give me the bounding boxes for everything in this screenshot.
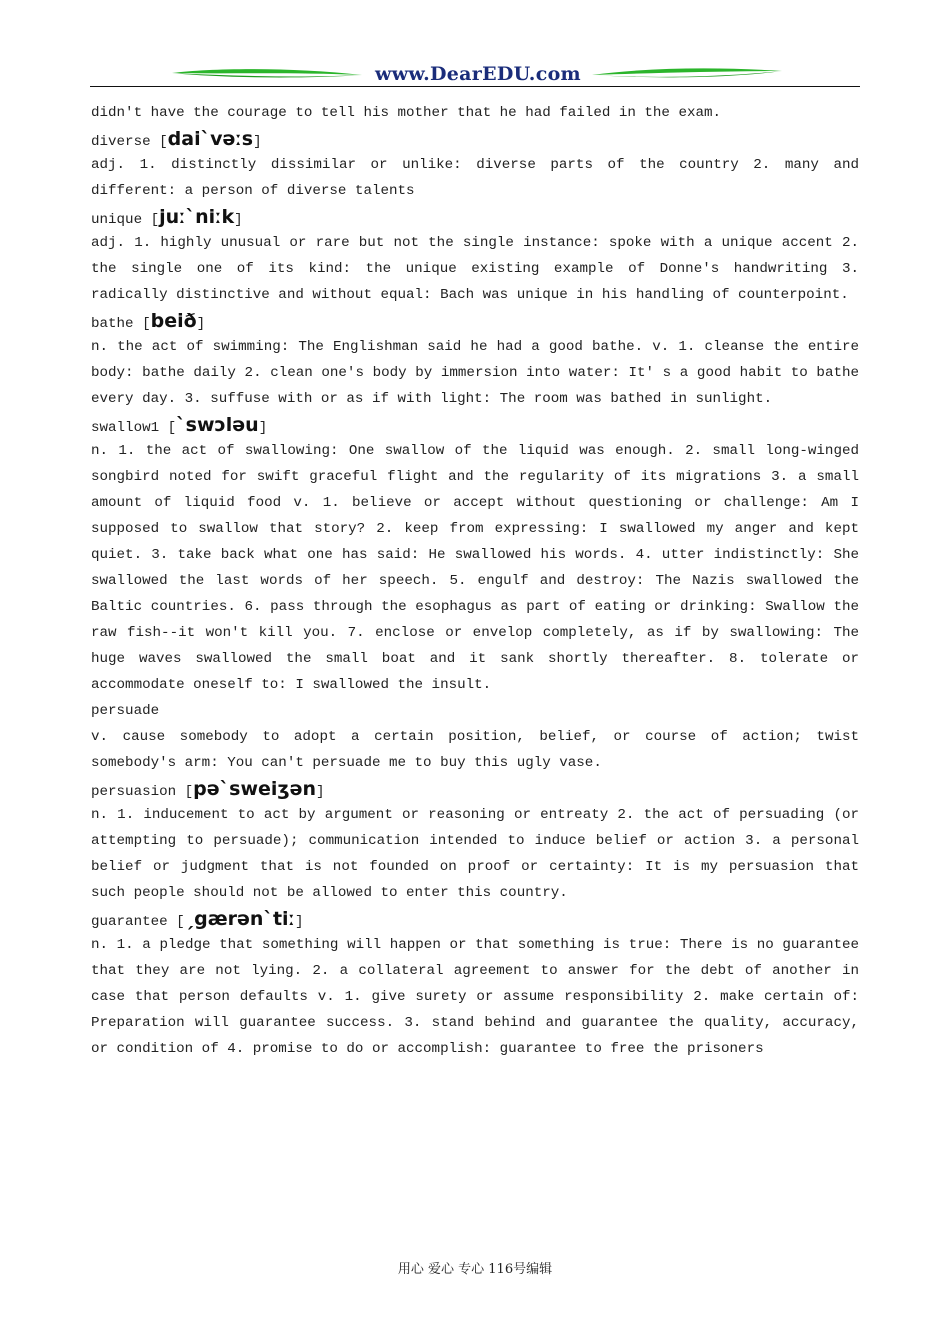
phonetic: ˋswɔləu xyxy=(176,414,259,436)
entry-persuade xyxy=(91,698,859,776)
headword-line xyxy=(91,698,859,724)
definition: n. 1. a pledge that something will happen or that something is true: There is no guarantee that they are not lying. 2. a collateral agreement to answer for the debt of another in case that person defaults v. 1. give surety or assume responsibility 2. make certain of: Preparation will guarantee success. 3. stand behind and guarantee the quality, accuracy, or condition of 4. promise to do or accomplish: guarantee to free the prisoners xyxy=(91,937,859,1057)
headword-line: bathe [beið] xyxy=(91,310,206,332)
phonetic: beið xyxy=(150,310,197,332)
headword: persuade xyxy=(91,703,160,719)
entry-swallow xyxy=(91,412,859,698)
site-logo: www.DearEDU.com xyxy=(375,63,581,85)
definition: n. the act of swimming: The Englishman said he had a good bathe. v. 1. cleanse the entire body: bathe daily 2. clean one's body by immersion into water: It' s a good habit to bathe every day. 3. suffuse with or as if with light: The room was bathed in sunlight. xyxy=(91,339,859,407)
headword: diverse xyxy=(91,134,151,150)
definition: n. 1. inducement to act by argument or reasoning or entreaty 2. the act of persuading (or attempting to persuade); communication intended to induce belief or action 3. a personal belief or judgment that is not founded on proof or certainty: It is my persuasion that such people should not be allowed to enter this country. xyxy=(91,807,859,901)
phonetic: ˏgærənˋtiː xyxy=(184,908,295,930)
headword: guarantee xyxy=(91,914,168,930)
headword-line: guarantee [ˏgærənˋtiː] xyxy=(91,908,304,930)
header-rule xyxy=(90,86,860,87)
phonetic: juːˋniːk xyxy=(159,206,235,228)
headword-line: unique [juːˋniːk] xyxy=(91,206,243,228)
definition: v. cause somebody to adopt a certain position, belief, or course of action; twist somebody's arm: You can't persuade me to buy this ugly vase. xyxy=(91,729,859,771)
definition: n. 1. the act of swallowing: One swallow of the liquid was enough. 2. small long-winged songbird noted for swift graceful flight and the regularity of its migrations 3. a small amount of liquid food v. 1. believe or accept without questioning or challenge: Am I supposed to swallow that story? 2. keep from expressing: I swallowed my anger and kept quiet. 3. take back what one has said: He swallowed his words. 4. utter indistinctly: She swallowed the last words of her speech. 5. engulf and destroy: The Nazis swallowed the Baltic countries. 6. pass through the esophagus as part of eating or drinking: Swallow the raw fish--it won't kill you. 7. enclose or envelop completely, as if by swallowing: The huge waves swallowed the small boat and it sank shortly thereafter. 8. tolerate or accommodate oneself to: I swallowed the insult. xyxy=(91,443,859,693)
headword-line: persuasion [pəˋsweiʒən] xyxy=(91,778,325,800)
headword: swallow1 xyxy=(91,420,160,436)
entry-bathe xyxy=(91,308,859,412)
headword: bathe xyxy=(91,316,134,332)
vocabulary-content xyxy=(91,100,859,1062)
phonetic: daiˋvəːs xyxy=(167,128,254,150)
definition: adj. 1. distinctly dissimilar or unlike: diverse parts of the country 2. many and different: a person of diverse talents xyxy=(91,157,859,199)
intro-line: didn't have the courage to tell his mother that he had failed in the exam. xyxy=(91,105,722,121)
headword-line: swallow1 [ˋswɔləu] xyxy=(91,414,268,436)
page-header xyxy=(90,60,860,90)
page-footer: 用心 爱心 专心 116号编辑 xyxy=(397,1262,553,1277)
phonetic: pəˋsweiʒən xyxy=(193,778,317,800)
entry-persuasion xyxy=(91,776,859,906)
headword: unique xyxy=(91,212,143,228)
entry-unique xyxy=(91,204,859,308)
left-swoosh-decoration xyxy=(172,66,362,80)
right-swoosh-decoration xyxy=(592,66,782,80)
headword: persuasion xyxy=(91,784,177,800)
entry-diverse xyxy=(91,126,859,204)
definition: adj. 1. highly unusual or rare but not the single instance: spoke with a unique accent 2. the single one of its kind: the unique existing example of Donne's handwriting 3. radically distinctive and without equal: Bach was unique in his handling of counterpoint. xyxy=(91,235,859,303)
headword-line: diverse [daiˋvəːs] xyxy=(91,128,262,150)
entry-guarantee xyxy=(91,906,859,1062)
